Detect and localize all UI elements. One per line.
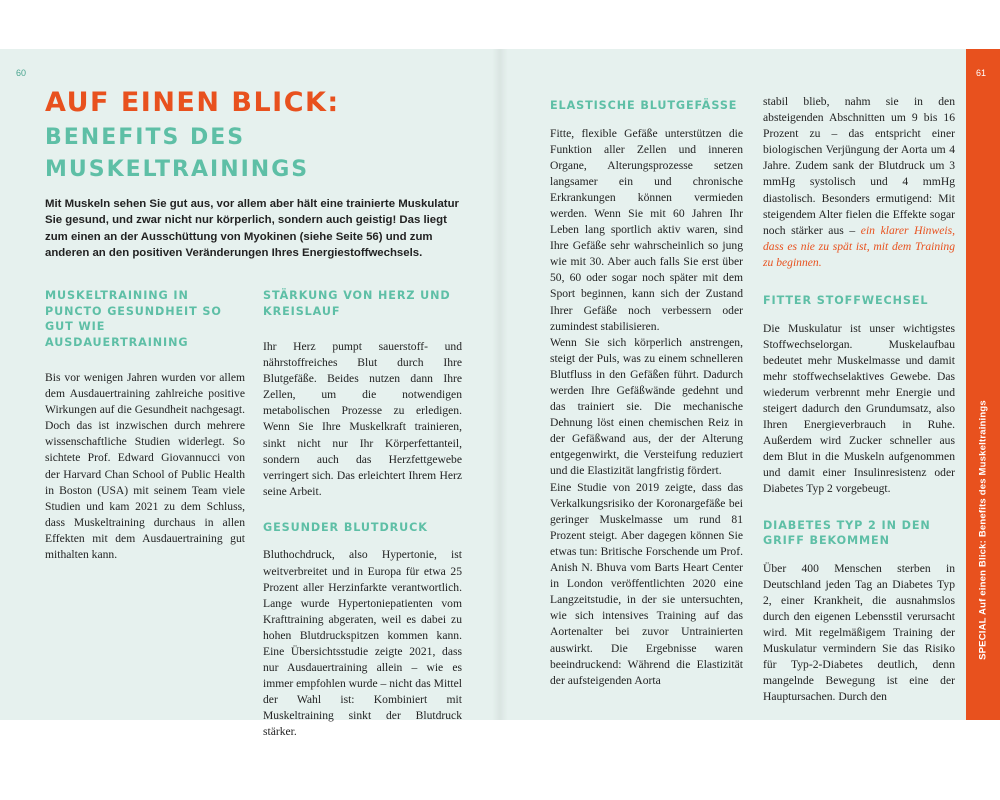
heading-stoffwechsel: FITTER STOFFWECHSEL	[763, 294, 929, 308]
page-number-right: 61	[976, 68, 987, 78]
page-number-left: 60	[16, 68, 27, 78]
body-stoffwechsel: Die Muskulatur ist unser wichtigstes Stoffwechselorgan. Muskelaufbau bedeutet mehr Muskelmasse und damit mehr stoffwechselaktives Gewebe. Das wiederum verbrennt mehr Energie und steigert dadurch den Grundumsatz, also Ihren Energieverbrauch in Ruhe. Außerdem wird Zucker schneller aus dem Blut in die Muskeln aufgenommen und damit einer Insulinresistenz oder Diabetes Typ 2 vorgebeugt.	[763, 321, 955, 496]
heading-gefaesse: ELASTISCHE BLUTGEFÄSSE	[550, 99, 738, 112]
body-blutdruck: Bluthochdruck, also Hypertonie, ist weitverbreitet und in Europa für etwa 25 Prozent aller Herzinfarkte verantwortlich. Lange wurde Hypertoniepatienten vom Krafttraining abgeraten, weil es dabei zu hohen Blutdruckspitzen kommen kann. Eine Übersichtsstudie zeigte 2021, dass nur Ausdauertraining allein – wie es immer empfohlen wurde – nicht das Mittel der Wahl ist: Kombiniert mit Muskeltraining sinkt der Blutdruck stärker.	[263, 548, 462, 739]
heading-blutdruck: GESUNDER BLUTDRUCK	[263, 520, 428, 534]
sidebar-special-label: SPECIAL	[977, 617, 989, 660]
column-herz-blutdruck	[263, 288, 462, 741]
page-title: AUF EINEN BLICK:	[45, 87, 340, 118]
heading-herz: STÄRKUNG VON HERZ UND KREISLAUF	[263, 289, 451, 318]
body-gefaesse-1: Fitte, flexible Gefäße unterstützen die Funktion aller Zellen und inneren Organe, Alterungsprozesse setzen langsamer ein und chronische Erkrankungen können vermieden werden. Wenn Sie mit 60 Jahren Ihr Leben lang sportlich aktiv waren, sind Ihre Gefäße sehr wahrscheinlich so jung wie mit 30. Aber auch falls Sie erst über 50, 60 oder sogar noch später mit dem Sport beginnen, kann sich der Zustand Ihrer Gefäße noch verbessern oder zumindest stabilisieren.	[550, 126, 743, 333]
intro-paragraph: Mit Muskeln sehen Sie gut aus, vor allem aber hält eine trainierte Muskulatur Sie gesund, und zwar nicht nur körperlich, sondern auch geistig! Das liegt zum einen an der Ausschüttung von Myokinen (siehe Seite 56) und zum anderen an den positiven Veränderungen Ihres Energiestoffwechsels.	[45, 198, 459, 259]
column-gefaesse	[550, 98, 743, 689]
body-gefaesse-3: Eine Studie von 2019 zeigte, dass das Verkalkungsrisiko der Koronargefäße bei geringer Muskelmasse um rund 81 Prozent steigt. Aber dagegen können Sie etwas tun: Britische Forschende um Prof. Anish N. Bhuva vom Barts Heart Center in London veröffentlichten 2020 eine Langzeitstudie, in der sie untersuchten, wie sich intensives Training auf das Aortenalter bei zuvor Untrainierten auswirkt. Die Ergebnisse waren beeindruckend: Während die Elastizität der aufsteigenden Aorta	[550, 480, 743, 687]
sidebar-title-label: Auf einen Blick: Benefits des Muskeltrainings	[977, 400, 989, 618]
body-muskeltraining: Bis vor wenigen Jahren wurden vor allem dem Ausdauertraining zahlreiche positive Wirkungen auf die Gesundheit nachgesagt. Doch das ist inzwischen durch mehrere wissenschaftliche Studien widerlegt. So sichtete Prof. Edward Giovannucci von der Harvard Chan School of Public Health in Boston (USA) mit seinem Team viele Studien und kam 2021 zu dem Schluss, dass Muskeltraining durchaus in allen Effekten mit dem Ausdauertraining gut mithalten kann.	[45, 371, 245, 562]
column-stoffwechsel-diabetes	[763, 94, 955, 705]
body-herz: Ihr Herz pumpt sauerstoff- und nährstoffreiches Blut durch Ihre Blutgefäße. Beides nutzen dann Ihre Zellen, um die notwendigen metabolischen Prozesse zu erledigen. Wenn Sie Ihre Muskelkraft trainieren, sinkt nicht nur Ihr Körperfettanteil, sondern auch das Herzfettgewebe verringert sich. Das erleichtert Ihrem Herz seine Arbeit.	[263, 340, 462, 498]
body-gefaesse-2: Wenn Sie sich körperlich anstrengen, steigt der Puls, was zu einem schnelleren Blutfluss in den Gefäßen führt. Dadurch werden Ihre Gefäßwände gedehnt und das trainiert sie. Die mechanische Dehnung löst einen chemischen Reiz in der Gefäßwand aus, der der Alterung entgegenwirkt, die Versteifung reduziert und die Elastizität langfristig fördert.	[550, 335, 743, 478]
column-muskeltraining	[45, 288, 245, 563]
book-gutter	[492, 49, 508, 720]
gefaesse-continued-text: stabil blieb, nahm sie in den absteigenden Abschnitten um 9 bis 16 Prozent zu – das entspricht einer biologischen Verjüngung der Aorta um 4 Jahre. Zudem sank der Blutdruck um 3 mmHg systolisch und 4 mmHg diastolisch. Besonders ermutigend: Mit steigendem Alter fielen die Effekte sogar noch stärker aus –	[763, 95, 955, 237]
gefaesse-emphasis: ein klarer Hinweis, dass es nie zu spät ist, mit dem Training zu beginnen.	[763, 223, 955, 269]
body-gefaesse-continued	[763, 94, 955, 271]
body-diabetes: Über 400 Menschen sterben in Deutschland jeden Tag an Diabetes Typ 2, einer Krankheit, die ausnahmslos durch den eigenen Lebensstil verursacht wird. Mit regelmäßigem Training der Muskulatur vermindern Sie das Risiko für Typ-2-Diabetes deutlich, denn mangelnde Bewegung ist eine der Hauptursachen. Durch den	[763, 561, 955, 704]
heading-diabetes: DIABETES TYP 2 IN DEN GRIFF BEKOMMEN	[763, 518, 931, 548]
sidebar-running-title	[978, 400, 989, 660]
page-subtitle: BENEFITS DES MUSKELTRAININGS	[45, 125, 310, 182]
heading-muskeltraining: MUSKELTRAINING IN PUNCTO GESUNDHEIT SO GUT WIE AUSDAUERTRAINING	[45, 289, 222, 349]
